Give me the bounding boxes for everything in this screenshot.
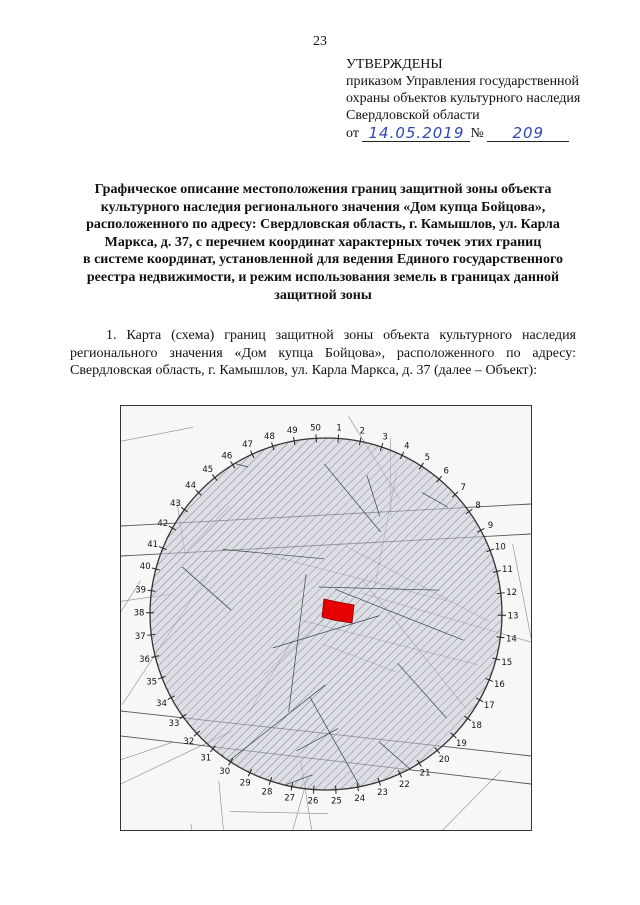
parcel-line — [401, 768, 501, 830]
boundary-point-label: 23 — [377, 788, 388, 799]
boundary-point-label: 39 — [135, 585, 147, 596]
zone-map-svg — [121, 406, 531, 830]
boundary-point-label: 28 — [261, 787, 273, 798]
boundary-point-label: 26 — [307, 796, 319, 807]
boundary-point-label: 7 — [460, 482, 466, 493]
boundary-point-label: 37 — [134, 632, 146, 643]
approval-line-2: охраны объектов культурного наследия — [346, 91, 581, 106]
boundary-point-label: 27 — [284, 793, 296, 804]
approval-sign-row — [346, 125, 636, 142]
boundary-point-label: 14 — [505, 634, 517, 645]
handwritten-date: 14.05.2019 — [362, 126, 470, 142]
boundary-point-label: 44 — [185, 481, 196, 492]
boundary-point-label: 18 — [471, 720, 482, 731]
boundary-point-label: 22 — [399, 779, 410, 790]
boundary-point-label: 36 — [139, 655, 150, 666]
parcel-line — [191, 824, 204, 830]
parcel-line — [219, 781, 226, 830]
boundary-point-marker — [313, 786, 314, 794]
boundary-point-label: 12 — [506, 587, 518, 598]
boundary-point-label: 24 — [354, 793, 366, 804]
parcel-line — [121, 742, 172, 768]
boundary-point-label: 5 — [424, 452, 431, 463]
from-label: от — [346, 126, 359, 141]
title-line: в системе координат, установленной для ведения Единого государственного — [83, 252, 563, 268]
boundary-point-label: 31 — [200, 753, 212, 764]
boundary-point-label: 42 — [157, 518, 169, 529]
boundary-point-label: 16 — [493, 680, 505, 691]
title-line: Маркса, д. 37, с перечнем координат характерных точек этих границ — [104, 234, 542, 250]
boundary-point-label: 6 — [443, 466, 449, 477]
boundary-point-label: 45 — [202, 465, 214, 476]
boundary-point-label: 38 — [133, 608, 145, 619]
parcel-line — [230, 812, 328, 814]
boundary-point-label: 3 — [382, 432, 388, 443]
boundary-point-label: 11 — [502, 564, 513, 575]
zone-map — [120, 405, 532, 831]
boundary-point-label: 25 — [331, 796, 342, 807]
boundary-point-label: 49 — [286, 426, 298, 437]
boundary-point-label: 40 — [139, 562, 151, 573]
approval-line-3: Свердловской области — [346, 108, 480, 123]
approval-line-1: приказом Управления государственной — [346, 74, 580, 89]
page-number: 23 — [313, 34, 327, 49]
boundary-point-label: 35 — [146, 677, 158, 688]
title-line: реестра недвижимости, и режим использования земель в границах данной — [86, 269, 560, 285]
boundary-point-label: 10 — [494, 542, 506, 553]
parcel-line — [121, 427, 193, 464]
title-line: культурного наследия регионального значения «Дом купца Бойцова», — [100, 199, 546, 215]
boundary-point-label: 17 — [483, 701, 495, 712]
boundary-point-label: 46 — [221, 451, 233, 462]
boundary-point-label: 13 — [507, 611, 519, 622]
boundary-point-label: 50 — [310, 423, 321, 434]
boundary-point-label: 21 — [419, 768, 431, 779]
title-line: защитной зоны — [274, 287, 372, 303]
boundary-point-label: 15 — [501, 657, 513, 668]
boundary-point-label: 41 — [147, 539, 159, 550]
approval-heading: УТВЕРЖДЕНЫ — [346, 57, 443, 72]
map-description-paragraph: 1. Карта (схема) границ защитной зоны объекта культурного наследия регионального значения «Дом купца Бойцова», расположенного по адресу: Свердловская область, г. Камышлов, ул. Карла Маркса, д. 37 (далее – Объект): — [70, 328, 576, 378]
boundary-point-label: 1 — [336, 423, 342, 434]
boundary-point-label: 9 — [487, 521, 494, 532]
title-line: Графическое описание местоположения границ защитной зоны объекта — [94, 182, 552, 197]
boundary-point-label: 29 — [239, 778, 251, 789]
boundary-point-label: 32 — [183, 737, 195, 748]
title-line: расположенного по адресу: Свердловская область, г. Камышлов, ул. Карла — [86, 217, 560, 233]
boundary-point-label: 30 — [219, 767, 231, 778]
boundary-point-label: 47 — [242, 440, 253, 451]
boundary-point-label: 20 — [438, 754, 450, 765]
boundary-point-label: 19 — [456, 738, 467, 749]
boundary-point-label: 43 — [170, 499, 181, 510]
boundary-point-label: 33 — [168, 718, 180, 729]
boundary-point-label: 48 — [264, 431, 275, 442]
boundary-point-label: 8 — [475, 501, 481, 512]
boundary-point-marker — [338, 434, 339, 442]
boundary-point-label: 34 — [156, 698, 167, 709]
document-title — [62, 181, 584, 304]
number-label: № — [470, 126, 484, 141]
approval-block — [346, 56, 636, 142]
boundary-point-label: 2 — [359, 426, 366, 437]
boundary-point-label: 4 — [404, 441, 410, 452]
handwritten-number: 209 — [487, 126, 569, 142]
